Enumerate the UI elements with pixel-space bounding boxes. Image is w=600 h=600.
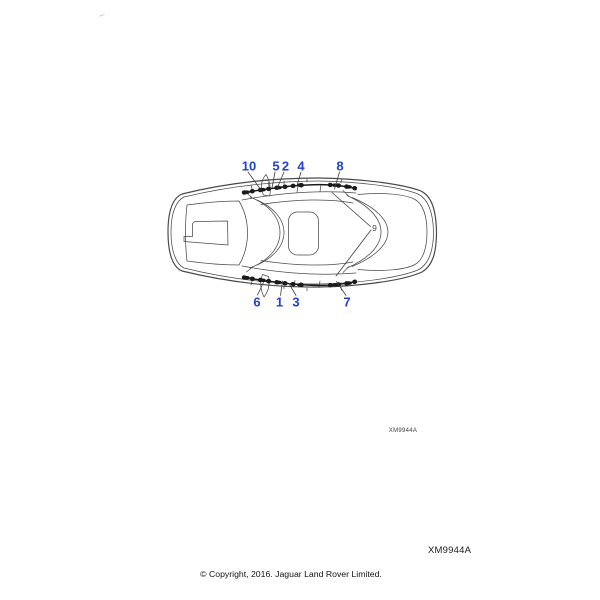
callout-10[interactable]: 10 (241, 158, 257, 174)
left-glass-curves (247, 193, 285, 272)
callout-8[interactable]: 8 (336, 158, 344, 174)
right-glass-curves (343, 191, 388, 273)
callout-2[interactable]: 2 (281, 158, 290, 174)
leader-lines (248, 172, 371, 296)
callout-9: 9 (372, 222, 377, 233)
leader-line-9-lower (336, 230, 371, 276)
document-code: XM9944A (428, 545, 472, 556)
roof (261, 200, 353, 265)
callout-4[interactable]: 4 (297, 158, 305, 174)
lid-cutout (184, 221, 228, 245)
copyright-notice: © Copyright, 2016. Jaguar Land Rover Limited. (200, 569, 382, 579)
left-lid-panel (184, 201, 248, 265)
callout-7[interactable]: 7 (343, 294, 351, 310)
callout-1[interactable]: 1 (275, 294, 284, 310)
sunroof (289, 212, 319, 255)
callout-3[interactable]: 3 (292, 294, 300, 310)
right-lid-panel (358, 194, 427, 271)
callout-6[interactable]: 6 (253, 294, 261, 310)
diagram-watermark-code: XM9944A (388, 428, 418, 434)
callout-5[interactable]: 5 (272, 158, 280, 174)
